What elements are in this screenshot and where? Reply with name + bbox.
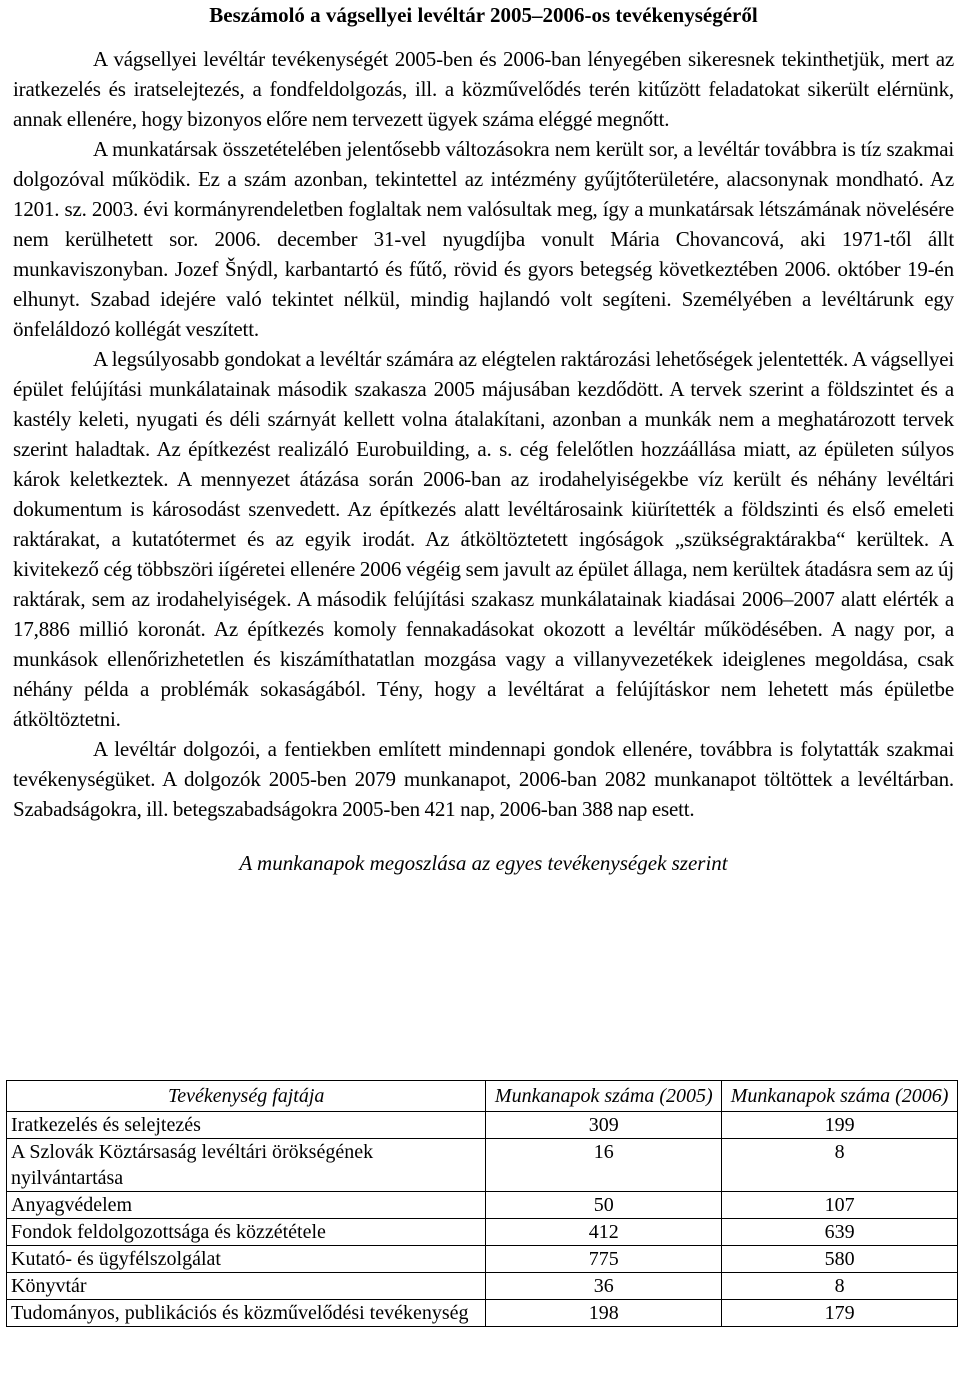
paragraph-staff: A munkatársak összetételében jelentősebb változásokra nem került sor, a levéltár továbbra is tíz szakmai dolgozóval működik. Ez a szám azonban, tekintettel az intézmény gyűjtőterületére, alacsonynak mondható. Az 1201. sz. 2003. évi kormányrendeletben foglaltak nem valósultak meg, így a munkatársak létszámának növelésére nem kerülhetett sor. 2006. december 31-vel nyugdíjba vonult Mária Chovancová, aki 1971-től állt munkaviszonyban. Jozef Šnýdl, karbantartó és fűtő, rövid és gyors betegség következtében 2006. október 19-én elhunyt. Szabad idejére való tekintet nélkül, mindig hajlandó volt segíteni. Személyében a levéltárunk egy önfeláldozó kollégát veszített. (13, 137, 954, 341)
table-row (7, 1192, 958, 1219)
cell-2005: 36 (486, 1273, 722, 1300)
table-header-row (7, 1081, 958, 1112)
cell-2006: 107 (722, 1192, 958, 1219)
cell-2005: 775 (486, 1246, 722, 1273)
workdays-table (6, 1080, 958, 1327)
header-2005: Munkanapok száma (2005) (486, 1081, 722, 1112)
table-row (7, 1246, 958, 1273)
cell-2005: 16 (486, 1139, 722, 1192)
cell-2005: 50 (486, 1192, 722, 1219)
table-row (7, 1139, 958, 1192)
cell-2006: 580 (722, 1246, 958, 1273)
cell-activity: Anyagvédelem (7, 1192, 486, 1219)
cell-activity: A Szlovák Köztársaság levéltári örökségének nyilvántartása (7, 1139, 486, 1192)
header-activity: Tevékenység fajtája (7, 1081, 486, 1112)
paragraph-workdays: A levéltár dolgozói, a fentiekben említett mindennapi gondok ellenére, továbbra is folytatták szakmai tevékenységüket. A dolgozók 2005-ben 2079 munkanapot, 2006-ban 2082 munkanapot töltöttek a levéltárban. Szabadságokra, ill. betegszabadságokra 2005-ben 421 nap, 2006-ban 388 nap esett. (13, 737, 954, 821)
cell-2006: 639 (722, 1219, 958, 1246)
cell-2005: 412 (486, 1219, 722, 1246)
cell-activity: Kutató- és ügyfélszolgálat (7, 1246, 486, 1273)
cell-activity: Iratkezelés és selejtezés (7, 1112, 486, 1139)
cell-activity: Tudományos, publikációs és közművelődési tevékenység (7, 1300, 486, 1327)
paragraph-intro: A vágsellyei levéltár tevékenységét 2005-ben és 2006-ban lényegében sikeresnek tekinthetjük, mert az iratkezelés és iratselejtezés, a fondfeldolgozás, ill. a közművelődés terén kitűzött feladatokat sikerült elérnünk, annak ellenére, hogy bizonyos előre nem tervezett ügyek száma eléggé megnőtt. (13, 47, 954, 131)
cell-2005: 309 (486, 1112, 722, 1139)
table-row (7, 1112, 958, 1139)
cell-2006: 8 (722, 1139, 958, 1192)
document-title: Beszámoló a vágsellyei levéltár 2005–2006-os tevékenységéről (209, 3, 758, 27)
table-caption: A munkanapok megoszlása az egyes tevékenységek szerint (239, 851, 728, 875)
cell-activity: Könyvtár (7, 1273, 486, 1300)
table-row (7, 1273, 958, 1300)
cell-2005: 198 (486, 1300, 722, 1327)
header-2006: Munkanapok száma (2006) (722, 1081, 958, 1112)
table-row (7, 1300, 958, 1327)
cell-2006: 8 (722, 1273, 958, 1300)
paragraph-storage: A legsúlyosabb gondokat a levéltár számára az elégtelen raktározási lehetőségek jelentették. A vágsellyei épület felújítási munkálatainak második szakasza 2005 májusában kezdődött. A tervek szerint a földszintet és a kastély keleti, nyugati és déli szárnyát kellett volna átalakítani, azonban a munkák nem a meghatározott tervek szerint haladtak. Az építkezést realizáló Eurobuilding, a. s. cég felelőtlen hozzáállása miatt, az épületen súlyos károk keletkeztek. A mennyezet átázása során 2006-ban az irodahelyiségekbe víz került és néhány levéltári dokumentum is károsodást szenvedett. Az építkezés alatt levéltárosaink kiürítették a földszinti és első emeleti raktárakat, a kutatótermet és az egyik irodát. Az átköltöztetett ingóságok „szükségraktárakba“ kerültek. A kivitekező cég többszöri iígéretei ellenére 2006 végéig sem javult az épület állaga, nem kerültek átadásra sem az új raktárak, sem az irodahelyiségek. A második felújítási szakasz munkálatainak kiadásai 2006–2007 alatt elérték a 17,886 millió koronát. Az építkezés komoly fennakadásokat okozott a levéltár működésében. A nagy por, a munkások ellenőrizhetetlen és kiszámíthatatlan mozgása vagy a villanyvezetékek ideiglenes megoldása, csak néhány példa a problémák sokaságából. Tény, hogy a levéltárat a felújításkor nem lehetett más épületbe átköltöztetni. (13, 347, 954, 731)
cell-2006: 199 (722, 1112, 958, 1139)
cell-activity: Fondok feldolgozottsága és közzététele (7, 1219, 486, 1246)
table-row (7, 1219, 958, 1246)
cell-2006: 179 (722, 1300, 958, 1327)
